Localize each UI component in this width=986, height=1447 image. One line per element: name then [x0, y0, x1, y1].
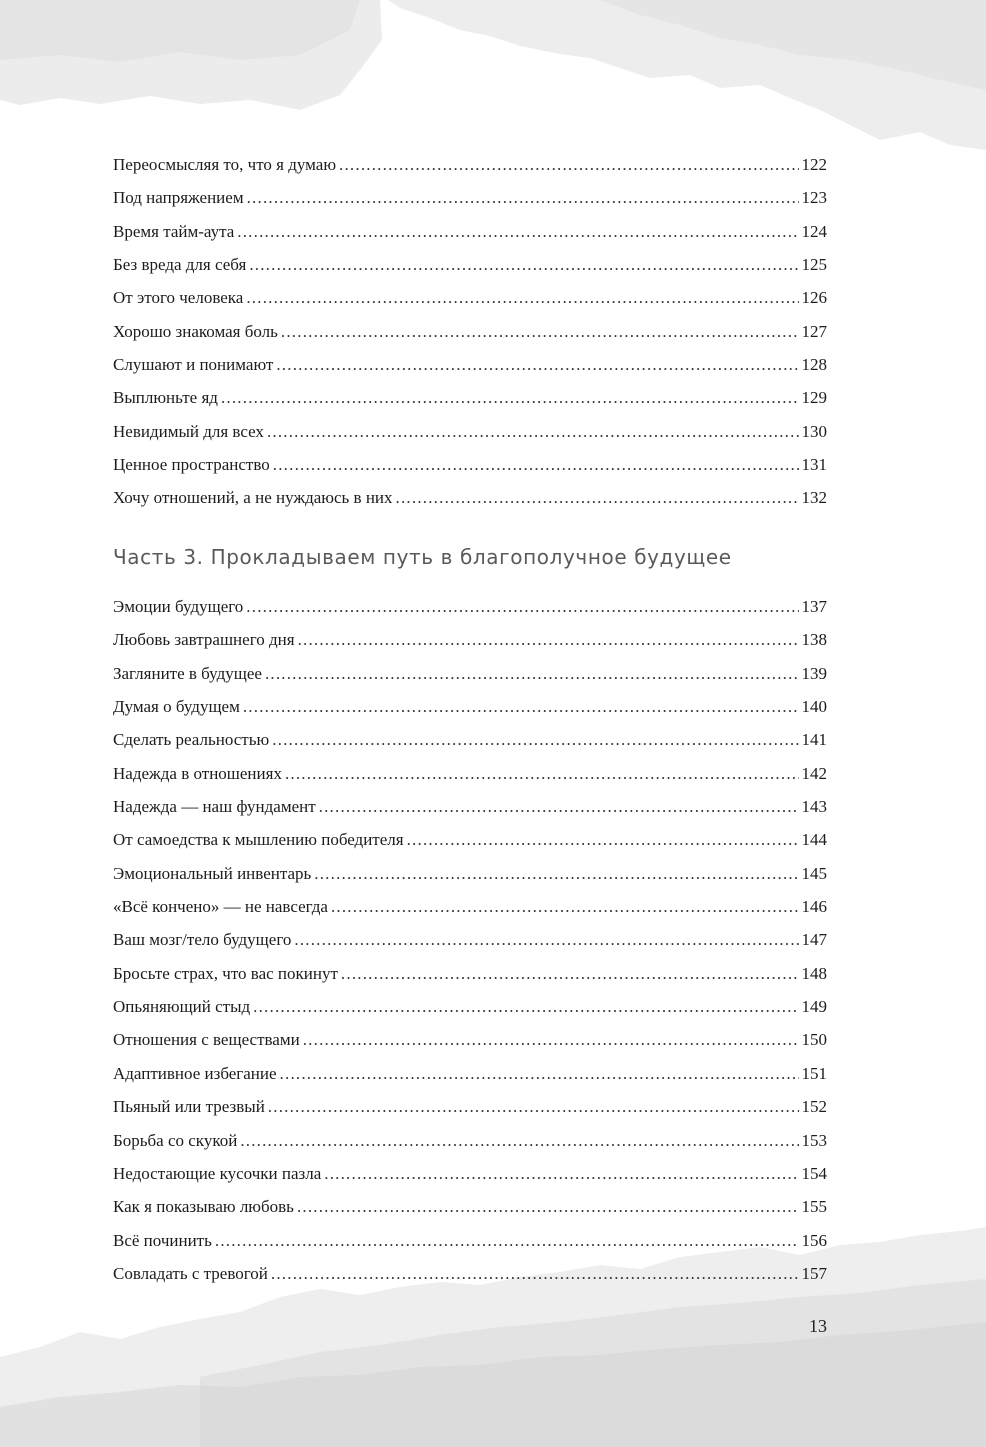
toc-entry[interactable]	[113, 823, 827, 856]
toc-entry-title: Сделать реальностью	[113, 730, 270, 750]
toc-leader-dots	[276, 348, 798, 381]
toc-entry[interactable]	[113, 315, 827, 348]
toc-entry-page: 122	[801, 155, 827, 174]
toc-entry-title: Адаптивное избегание	[113, 1063, 277, 1083]
toc-entry-title: Хорошо знакомая боль	[113, 321, 278, 341]
toc-entry-page: 125	[801, 255, 827, 275]
toc-entry[interactable]	[113, 1057, 827, 1090]
watercolor-top-decoration	[0, 0, 986, 160]
toc-entry-title: Ваш мозг/тело будущего	[113, 930, 292, 950]
toc-entry-page: 145	[801, 863, 827, 883]
toc-leader-dots	[215, 1224, 799, 1257]
toc-entry-title: Без вреда для себя	[113, 255, 247, 275]
toc-entry-page: 131	[801, 455, 827, 475]
toc-entry[interactable]	[113, 481, 827, 514]
toc-entry-title: Надежда — наш фундамент	[113, 797, 316, 817]
toc-entry-title: Бросьте страх, что вас покинут	[113, 963, 338, 983]
toc-entry-page: 150	[801, 1030, 827, 1050]
toc-entry[interactable]	[113, 957, 827, 990]
toc-entry-title: Эмоции будущего	[113, 597, 244, 616]
toc-entry-title: От самоедства к мышлению победителя	[113, 830, 404, 850]
toc-entry[interactable]	[113, 657, 827, 690]
toc-entry-title: Отношения с веществами	[113, 1030, 300, 1050]
toc-entry[interactable]	[113, 1190, 827, 1223]
toc-leader-dots	[285, 757, 799, 790]
toc-leader-dots	[294, 923, 798, 956]
toc-entry-page: 147	[801, 930, 827, 950]
toc-leader-dots	[265, 657, 799, 690]
toc-entry-title: Переосмысляя то, что я думаю	[113, 155, 337, 174]
toc-entry-page: 149	[801, 997, 827, 1017]
toc-entry-page: 146	[801, 897, 827, 917]
toc-leader-dots	[268, 1090, 799, 1123]
toc-entry[interactable]	[113, 790, 827, 823]
toc-entry[interactable]	[113, 623, 827, 656]
toc-entry-page: 143	[801, 797, 827, 817]
toc-entry-page: 130	[801, 421, 827, 441]
toc-entry-page: 154	[801, 1163, 827, 1183]
toc-leader-dots	[243, 690, 799, 723]
toc-leader-dots	[237, 215, 798, 248]
toc-leader-dots	[281, 315, 799, 348]
toc-entry-title: Надежда в отношениях	[113, 763, 282, 783]
toc-entry-title: Любовь завтрашнего дня	[113, 630, 295, 650]
toc-entry-title: Пьяный или трезвый	[113, 1097, 265, 1117]
toc-leader-dots	[271, 1257, 799, 1290]
toc-entry-page: 124	[801, 221, 827, 241]
toc-leader-dots	[249, 248, 798, 281]
toc-entry[interactable]	[113, 757, 827, 790]
toc-entry[interactable]	[113, 181, 827, 214]
page-number: 13	[809, 1316, 827, 1336]
toc-entry-page: 151	[801, 1063, 827, 1083]
toc-leader-dots	[246, 281, 798, 314]
toc-leader-dots	[331, 890, 799, 923]
toc-leader-dots	[247, 181, 799, 214]
toc-entry-page: 123	[801, 188, 827, 208]
toc-leader-dots	[280, 1057, 799, 1090]
toc-entry-page: 155	[801, 1197, 827, 1217]
toc-section-part-3	[113, 590, 827, 1290]
toc-entry[interactable]	[113, 1090, 827, 1123]
toc-leader-dots	[297, 1190, 799, 1223]
toc-leader-dots	[407, 823, 799, 856]
toc-leader-dots	[246, 590, 798, 623]
toc-entry[interactable]	[113, 990, 827, 1023]
toc-entry-page: 152	[801, 1097, 827, 1117]
toc-entry-title: Загляните в будущее	[113, 663, 262, 683]
toc-entry-title: Ценное пространство	[113, 455, 270, 475]
toc-entry-title: Как я показываю любовь	[113, 1197, 294, 1217]
toc-leader-dots	[272, 723, 798, 756]
toc-leader-dots	[221, 381, 799, 414]
toc-entry[interactable]	[113, 1257, 827, 1290]
toc-entry[interactable]	[113, 1157, 827, 1190]
toc-entry-page: 139	[801, 663, 827, 683]
toc-leader-dots	[240, 1124, 798, 1157]
toc-entry-page: 127	[801, 321, 827, 341]
part-3-heading: Часть 3. Прокладываем путь в благополучное будущее	[113, 545, 732, 569]
toc-entry[interactable]	[113, 248, 827, 281]
toc-entry-title: Борьба со скукой	[113, 1130, 238, 1150]
toc-leader-dots	[303, 1023, 799, 1056]
toc-entry[interactable]	[113, 215, 827, 248]
toc-entry[interactable]	[113, 348, 827, 381]
toc-entry[interactable]	[113, 415, 827, 448]
toc-leader-dots	[314, 857, 798, 890]
toc-entry-title: Под напряжением	[113, 188, 244, 208]
toc-entry[interactable]	[113, 381, 827, 414]
toc-entry-title: «Всё кончено» — не навсегда	[113, 897, 328, 917]
toc-leader-dots	[267, 415, 799, 448]
toc-entry-page: 126	[801, 288, 827, 308]
toc-leader-dots	[319, 790, 799, 823]
toc-entry[interactable]	[113, 281, 827, 314]
toc-entry[interactable]	[113, 1023, 827, 1056]
toc-entry-title: Всё починить	[113, 1230, 212, 1250]
toc-entry-page: 157	[801, 1263, 827, 1283]
toc-section-continued	[113, 148, 827, 515]
toc-entry-page: 132	[801, 488, 827, 508]
toc-entry-page: 148	[801, 963, 827, 983]
toc-entry-title: Слушают и понимают	[113, 355, 274, 375]
toc-entry[interactable]	[113, 923, 827, 956]
toc-entry-page: 137	[801, 597, 827, 616]
toc-leader-dots	[253, 990, 798, 1023]
toc-leader-dots	[341, 957, 799, 990]
toc-entry-page: 156	[801, 1230, 827, 1250]
toc-entry-page: 128	[801, 355, 827, 375]
toc-entry[interactable]	[113, 1224, 827, 1257]
toc-entry[interactable]	[113, 690, 827, 723]
toc-entry[interactable]	[113, 890, 827, 923]
toc-entry-title: Думая о будущем	[113, 697, 240, 717]
toc-entry-page: 141	[801, 730, 827, 750]
toc-entry-title: Эмоциональный инвентарь	[113, 863, 312, 883]
toc-entry[interactable]	[113, 857, 827, 890]
toc-leader-dots	[298, 623, 799, 656]
toc-entry-title: Совладать с тревогой	[113, 1263, 268, 1283]
toc-entry-title: Недостающие кусочки пазла	[113, 1163, 322, 1183]
toc-entry-page: 140	[801, 697, 827, 717]
toc-entry-title: От этого человека	[113, 288, 244, 308]
toc-entry[interactable]	[113, 1124, 827, 1157]
toc-entry-title: Выплюньте яд	[113, 388, 218, 408]
toc-entry[interactable]	[113, 723, 827, 756]
toc-entry-page: 129	[801, 388, 827, 408]
toc-leader-dots	[273, 448, 799, 481]
toc-leader-dots	[324, 1157, 798, 1190]
toc-entry-title: Время тайм-аута	[113, 221, 235, 241]
toc-entry-page: 144	[801, 830, 827, 850]
toc-leader-dots	[396, 481, 799, 514]
toc-entry[interactable]	[113, 590, 827, 623]
toc-entry-title: Опьяняющий стыд	[113, 997, 251, 1017]
toc-entry[interactable]	[113, 448, 827, 481]
toc-leader-dots	[339, 148, 798, 181]
toc-entry-page: 142	[801, 763, 827, 783]
toc-entry-title: Невидимый для всех	[113, 421, 264, 441]
toc-entry-title: Хочу отношений, а не нуждаюсь в них	[113, 488, 393, 508]
toc-entry-page: 138	[801, 630, 827, 650]
toc-entry[interactable]	[113, 148, 827, 181]
toc-entry-page: 153	[801, 1130, 827, 1150]
